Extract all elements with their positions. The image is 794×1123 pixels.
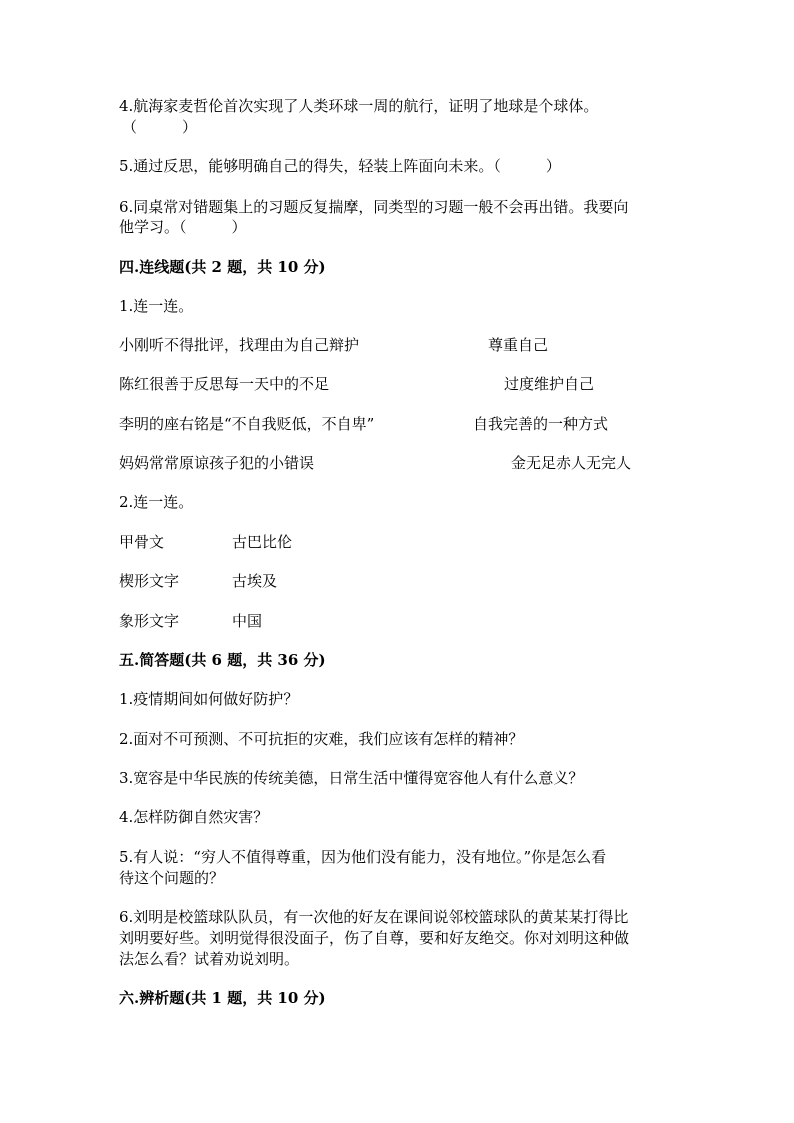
short-answer-q2: 2.面对不可预测、不可抗拒的灾难，我们应该有怎样的精神？ (119, 730, 524, 748)
matching-q1-right-3: 自我完善的一种方式 (473, 415, 609, 433)
matching-q1-left-3: 李明的座右铭是“不自我贬低，不自卑” (119, 415, 375, 433)
short-answer-q6-line3: 法怎么看？试着劝说刘明。 (119, 950, 300, 968)
section-heading-matching: 四.连线题(共 2 题，共 10 分) (119, 258, 326, 276)
section-heading-analysis: 六.辨析题(共 1 题，共 10 分) (119, 989, 326, 1007)
matching-q1-right-4: 金无足赤人无完人 (511, 454, 632, 472)
matching-q1-left-4: 妈妈常常原谅孩子犯的小错误 (119, 454, 315, 472)
matching-q2-left-1: 甲骨文 (119, 533, 165, 551)
matching-q1-left-1: 小刚听不得批评，找理由为自己辩护 (119, 336, 360, 354)
short-answer-q5-line1: 5.有人说：“穷人不值得尊重，因为他们没有能力，没有地位。”你是怎么看 (119, 848, 607, 866)
short-answer-q6-line2: 刘明要好些。刘明觉得很没面子，伤了自尊，要和好友绝交。你对刘明这种做 (119, 929, 630, 947)
judgement-q4-line2: （ ） (122, 118, 198, 136)
matching-q2-right-3: 中国 (232, 612, 263, 630)
matching-q1-left-2: 陈红很善于反思每一天中的不足 (119, 375, 330, 393)
judgement-q4-line1: 4.航海家麦哲伦首次实现了人类环球一周的航行，证明了地球是个球体。 (119, 97, 599, 115)
judgement-q6-line2: 他学习。（ ） (119, 218, 247, 236)
short-answer-q6-line1: 6.刘明是校篮球队队员，有一次他的好友在课间说邻校篮球队的黄某某打得比 (119, 908, 629, 926)
matching-q2-left-3: 象形文字 (119, 612, 180, 630)
section-heading-short-answer: 五.简答题(共 6 题，共 36 分) (119, 651, 326, 669)
matching-q1-title: 1.连一连。 (119, 297, 194, 315)
short-answer-q3: 3.宽容是中华民族的传统美德，日常生活中懂得宽容他人有什么意义？ (119, 769, 584, 787)
matching-q2-right-2: 古埃及 (232, 572, 278, 590)
matching-q2-left-2: 楔形文字 (119, 572, 180, 590)
matching-q2-title: 2.连一连。 (119, 493, 194, 511)
short-answer-q4: 4.怎样防御自然灾害？ (119, 808, 269, 826)
matching-q1-right-1: 尊重自己 (488, 336, 549, 354)
judgement-q5: 5.通过反思，能够明确自己的得失，轻装上阵面向未来。（ ） (119, 157, 561, 175)
matching-q1-right-2: 过度维护自己 (504, 375, 595, 393)
short-answer-q5-line2: 待这个问题的？ (119, 869, 225, 887)
judgement-q6-line1: 6.同桌常对错题集上的习题反复揣摩，同类型的习题一般不会再出错。我要向 (119, 198, 629, 216)
short-answer-q1: 1.疫情期间如何做好防护？ (119, 690, 299, 708)
matching-q2-right-1: 古巴比伦 (232, 533, 293, 551)
